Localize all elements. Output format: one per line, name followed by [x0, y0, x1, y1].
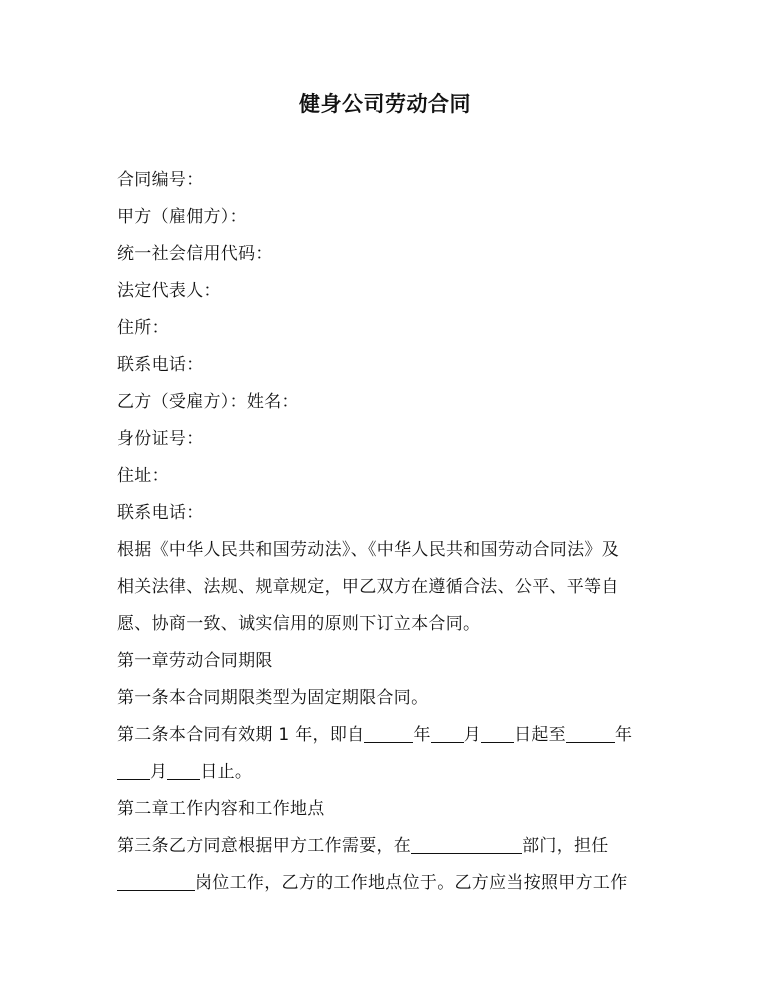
- document-title: 健身公司劳动合同: [299, 92, 471, 116]
- end-day-blank: [167, 759, 200, 780]
- start-day-blank: [481, 722, 514, 743]
- party-b-address-field: 住址：: [117, 466, 169, 486]
- party-a-field: 甲方（雇佣方）：: [117, 207, 247, 227]
- party-a-phone-field: 联系电话：: [117, 355, 204, 375]
- preamble-line-1: 根据《中华人民共和国劳动法》、《中华人民共和国劳动合同法》及: [117, 540, 619, 560]
- article-3-text: 第三条乙方同意根据甲方工作需要，在: [117, 836, 412, 856]
- preamble-line-3: 愿、协商一致、诚实信用的原则下订立本合同。: [117, 614, 481, 634]
- party-b-phone-field: 联系电话：: [117, 503, 204, 523]
- department-blank: [411, 833, 522, 854]
- position-text: 岗位工作，乙方的工作地点位于。乙方应当按照甲方工作: [195, 873, 628, 893]
- position-blank: [117, 870, 195, 891]
- start-month-blank: [431, 722, 464, 743]
- document-body: [117, 162, 657, 902]
- article-3-line-2: [117, 865, 657, 902]
- article-2-line-2: [117, 754, 657, 791]
- party-a-address-field: 住所：: [117, 318, 169, 338]
- party-b-field: 乙方（受雇方）：姓名：: [117, 392, 299, 412]
- chapter-2-heading: 第二章工作内容和工作地点: [117, 799, 325, 819]
- day-until-label: 日止。: [200, 762, 253, 782]
- end-month-label: 月: [150, 762, 168, 782]
- article-2-text: 第二条本合同有效期 1 年，即自: [117, 725, 365, 745]
- year-label: 年: [413, 725, 431, 745]
- legal-representative-field: 法定代表人：: [117, 281, 221, 301]
- article-3-line-1: [117, 828, 657, 865]
- contract-number-field: 合同编号：: [117, 170, 204, 190]
- end-year-blank: [566, 722, 615, 743]
- end-month-blank: [117, 759, 150, 780]
- start-year-blank: [364, 722, 413, 743]
- end-year-label: 年: [614, 725, 633, 745]
- chapter-1-heading: 第一章劳动合同期限: [117, 651, 273, 671]
- id-number-field: 身份证号：: [117, 429, 204, 449]
- department-label: 部门，担任: [522, 836, 609, 856]
- article-2-line-1: [117, 717, 657, 754]
- credit-code-field: 统一社会信用代码：: [117, 244, 273, 264]
- day-from-label: 日起至: [514, 725, 566, 745]
- article-1: 第一条本合同期限类型为固定期限合同。: [117, 688, 429, 708]
- month-label: 月: [463, 725, 482, 745]
- preamble-line-2: 相关法律、法规、规章规定，甲乙双方在遵循合法、公平、平等自: [117, 577, 619, 597]
